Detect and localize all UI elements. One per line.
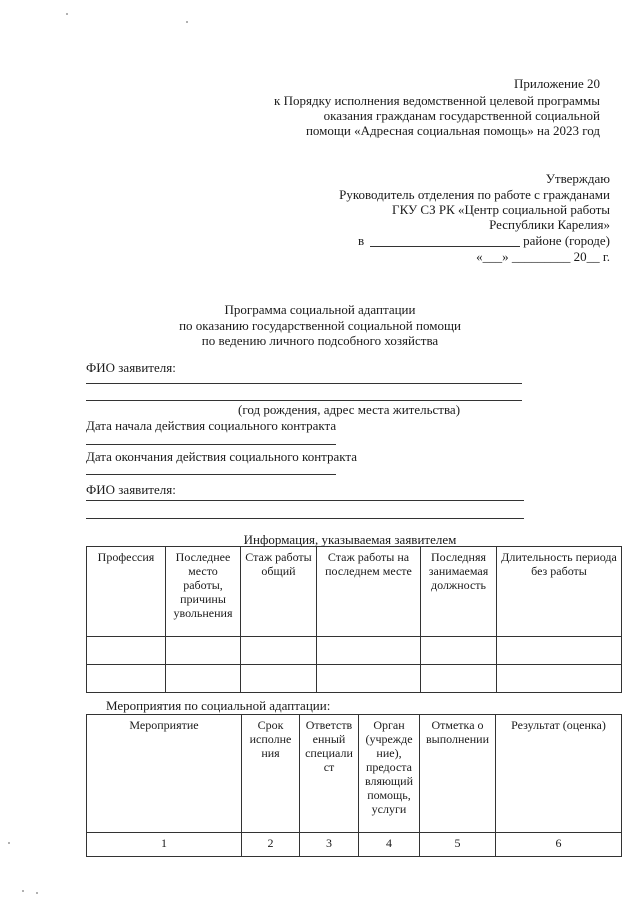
info-header-total-experience: Стаж работы общий xyxy=(241,547,317,637)
fio-label: ФИО заявителя: xyxy=(86,360,176,375)
contract-end-label: Дата окончания действия социального контракта xyxy=(86,449,358,464)
fio2-line-2 xyxy=(86,518,524,519)
info-header-last-experience: Стаж работы на последнем месте xyxy=(317,547,421,637)
district-suffix: районе (городе) xyxy=(523,233,610,248)
scan-speck xyxy=(186,21,188,23)
birth-hint: (год рождения, адрес места жительства) xyxy=(238,402,461,417)
measures-header-result: Результат (оценка) xyxy=(496,715,622,833)
appendix-line-1: Приложение 20 xyxy=(513,76,600,91)
info-table-caption: Информация, указываемая заявителем xyxy=(243,532,457,547)
appendix-line-2: к Порядку исполнения ведомственной целевой программы xyxy=(274,93,600,108)
appendix-line-4: помощи «Адресная социальная помощь» на 2023 год xyxy=(305,123,600,138)
district-prefix: в xyxy=(358,233,365,248)
approval-line-3: ГКУ СЗ РК «Центр социальной работы xyxy=(392,202,610,217)
measures-table xyxy=(86,714,622,857)
measures-table-caption: Мероприятия по социальной адаптации: xyxy=(106,698,331,713)
column-number-4: 4 xyxy=(359,833,420,857)
measures-header-completion: Отметка о выполнении xyxy=(420,715,496,833)
column-number-2: 2 xyxy=(242,833,300,857)
scan-speck xyxy=(36,892,38,894)
measures-header-agency: Орган (учрежде ние), предоста вляющий помощь, услуги xyxy=(359,715,420,833)
scan-speck xyxy=(66,13,68,15)
scan-speck xyxy=(22,890,24,892)
fio-line-2 xyxy=(86,400,522,401)
column-number-6: 6 xyxy=(496,833,622,857)
fio-line-1 xyxy=(86,383,522,384)
column-number-1: 1 xyxy=(87,833,242,857)
column-number-3: 3 xyxy=(300,833,359,857)
info-table-row xyxy=(87,665,622,693)
fio2-line-1 xyxy=(86,500,524,501)
contract-end-line xyxy=(86,474,336,475)
contract-start-line xyxy=(86,444,336,445)
program-title-2: по оказанию государственной социальной помощи xyxy=(179,318,461,333)
measures-header-deadline: Срок исполне ния xyxy=(242,715,300,833)
approval-title: Утверждаю xyxy=(545,171,610,186)
approval-line-2: Руководитель отделения по работе с гражданами xyxy=(339,187,610,202)
column-number-5: 5 xyxy=(420,833,496,857)
contract-start-label: Дата начала действия социального контракта xyxy=(86,418,337,433)
appendix-line-3: оказания гражданам государственной социальной xyxy=(323,108,600,123)
fio-label-2: ФИО заявителя: xyxy=(86,482,176,497)
info-table-row xyxy=(87,637,622,665)
district-blank-line xyxy=(370,246,520,247)
approval-date-line: «___» _________ 20__ г. xyxy=(476,249,610,264)
measures-header-responsible: Ответств енный специали ст xyxy=(300,715,359,833)
measures-header-activity: Мероприятие xyxy=(87,715,242,833)
info-header-last-workplace: Последнее место работы, причины увольнения xyxy=(166,547,241,637)
info-header-profession: Профессия xyxy=(87,547,166,637)
program-title-3: по ведению личного подсобного хозяйства xyxy=(201,333,439,348)
info-header-unemployment: Длительность периода без работы xyxy=(497,547,622,637)
scan-speck xyxy=(8,842,10,844)
info-header-last-position: Последняя занимаемая должность xyxy=(421,547,497,637)
approval-line-4: Республики Карелия» xyxy=(489,217,610,232)
program-title-1: Программа социальной адаптации xyxy=(224,302,416,317)
measures-number-row xyxy=(87,833,622,857)
info-table xyxy=(86,546,622,693)
